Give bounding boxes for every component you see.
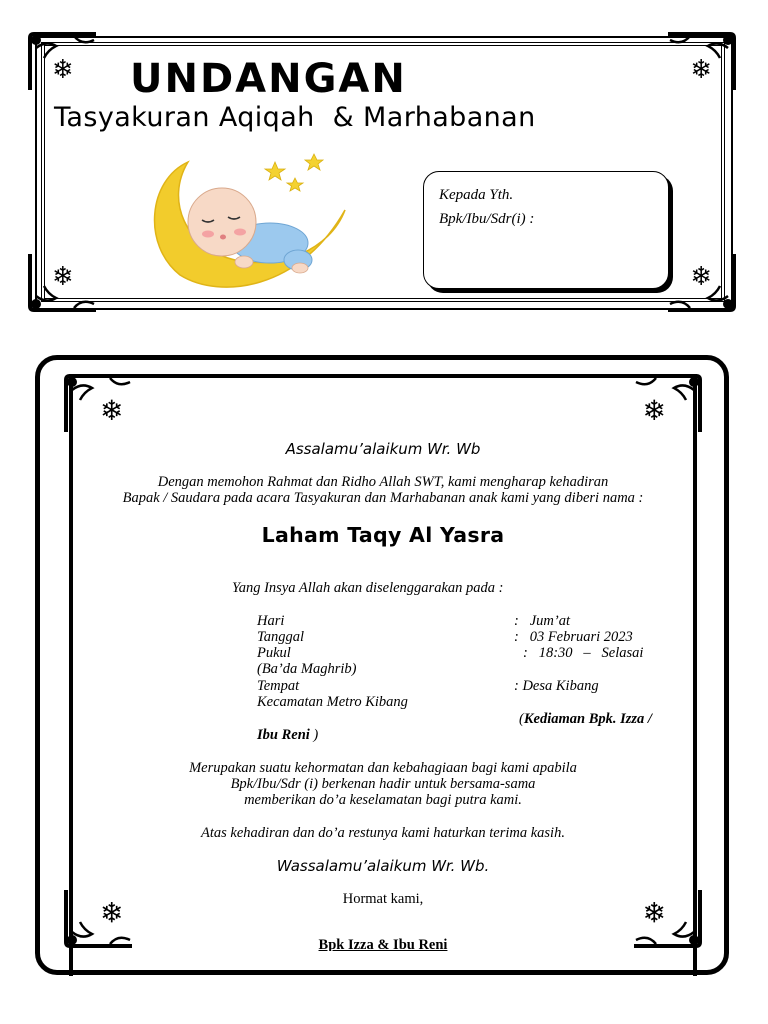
closing-line-1: Merupakan suatu kehormatan dan kebahagiaan bagi kami apabila <box>189 760 577 776</box>
corner-flourish-icon <box>60 370 150 440</box>
regards-line: Hormat kami, <box>342 891 424 907</box>
snowflake-icon: ❄ <box>642 895 666 928</box>
opening-greeting: Assalamu’alaikum Wr. Wb <box>285 440 481 458</box>
snowflake-icon: ❄ <box>100 394 124 427</box>
detail-pukul-value: : 18:30 – Selasai <box>523 645 644 661</box>
corner-flourish-icon <box>24 28 114 98</box>
detail-hari-label: Hari <box>257 613 285 629</box>
detail-tempat-district: Kecamatan Metro Kibang <box>257 694 408 710</box>
snowflake-icon: ❄ <box>690 259 712 289</box>
star-icons <box>265 154 323 191</box>
recipient-name-label: Bpk/Ibu/Sdr(i) : <box>439 211 535 227</box>
closing-greeting: Wassalamu’alaikum Wr. Wb. <box>276 857 490 875</box>
invitation-card-inner-frame <box>69 374 697 976</box>
invitation-title: UNDANGAN <box>130 56 407 102</box>
held-on-line: Yang Insya Allah akan diselenggarakan pada : <box>232 580 504 596</box>
detail-pukul-label: Pukul <box>257 645 291 661</box>
recipient-label: Kepada Yth. <box>439 187 514 203</box>
invitation-subtitle: Tasyakuran Aqiqah & Marhabanan <box>54 102 536 133</box>
detail-tempat-value: : Desa Kibang <box>514 678 599 694</box>
snowflake-icon: ❄ <box>52 55 74 85</box>
corner-flourish-icon <box>24 246 114 316</box>
detail-tempat-house-2: Ibu Reni ) <box>257 727 319 743</box>
corner-flourish-icon <box>650 246 740 316</box>
intro-line-2: Bapak / Saudara pada acara Tasyakuran dan Marhabanan anak kami yang diberi nama : <box>122 490 644 506</box>
detail-tanggal-label: Tanggal <box>257 629 305 645</box>
closing-line-2: Bpk/Ibu/Sdr (i) berkenan hadir untuk bersama-sama <box>230 776 536 792</box>
closing-line-3: memberikan do’a keselamatan bagi putra kami. <box>244 792 522 808</box>
baby-moon-illustration <box>140 150 355 295</box>
detail-tempat-house: (Kediaman Bpk. Izza / <box>519 711 652 727</box>
snowflake-icon: ❄ <box>690 55 712 85</box>
detail-tanggal-value: : 03 Februari 2023 <box>514 629 633 645</box>
child-name: Laham Taqy Al Yasra <box>261 523 505 547</box>
detail-tempat-label: Tempat <box>257 678 300 694</box>
thanks-line: Atas kehadiran dan do’a restunya kami haturkan terima kasih. <box>201 825 565 841</box>
intro-line-1: Dengan memohon Rahmat dan Ridho Allah SWT, kami mengharap kehadiran <box>157 474 609 490</box>
corner-flourish-icon <box>616 370 706 440</box>
corner-flourish-icon <box>650 28 740 98</box>
signature-name: Bpk Izza & Ibu Reni <box>318 937 448 951</box>
detail-pukul-note: (Ba’da Maghrib) <box>257 661 357 677</box>
detail-hari-value: : Jum’at <box>514 613 570 629</box>
snowflake-icon: ❄ <box>642 394 666 427</box>
snowflake-icon: ❄ <box>100 895 124 928</box>
snowflake-icon: ❄ <box>52 259 74 289</box>
